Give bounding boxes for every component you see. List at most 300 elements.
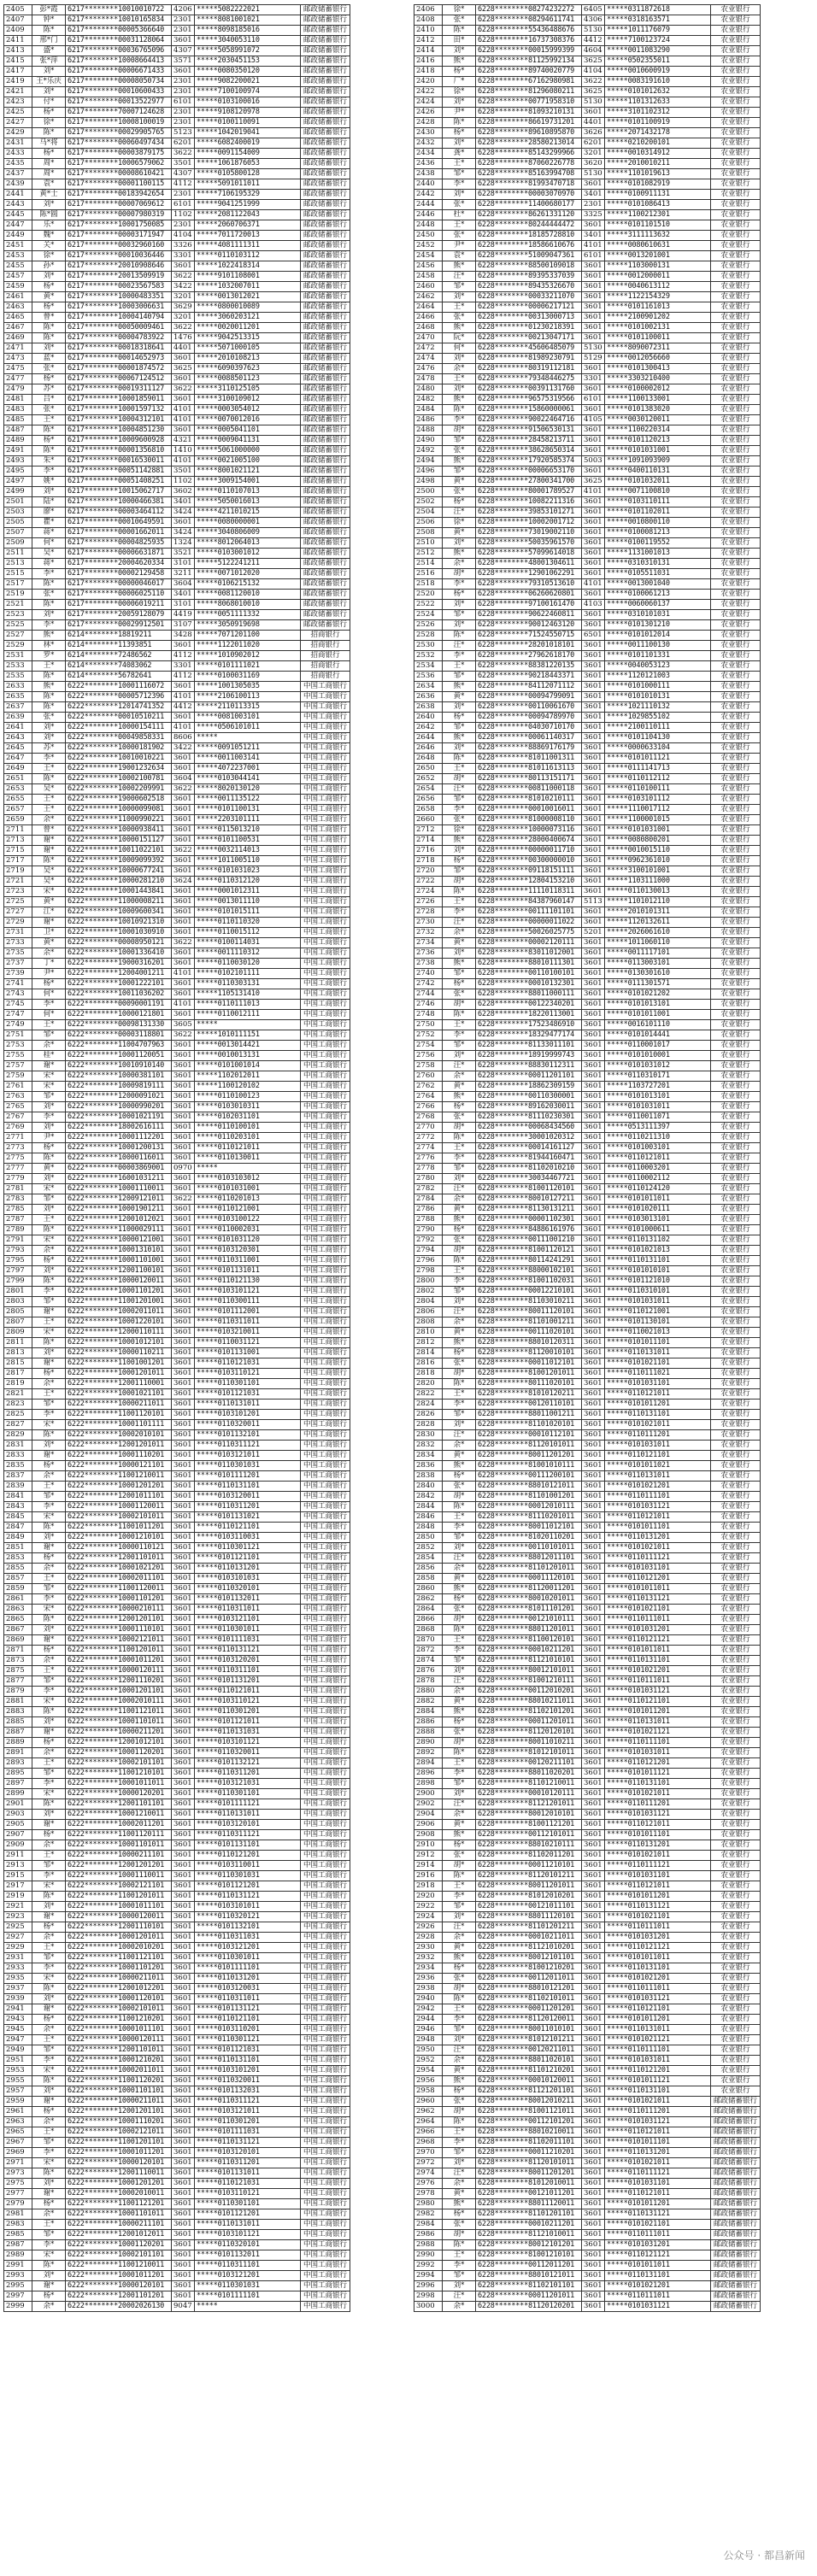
table-row [4, 866, 350, 877]
row-number: 2846 [414, 1512, 443, 1523]
holder-name: 谢* [32, 1358, 66, 1369]
card-number: 6222********10000281210 [66, 877, 172, 887]
row-number: 2482 [414, 395, 443, 405]
holder-name: 熊* [443, 56, 476, 67]
region-code: 3601 [582, 1338, 605, 1348]
table-row [4, 169, 350, 179]
row-number: 2658 [414, 805, 443, 815]
row-number: 2487 [4, 425, 32, 436]
table-row [414, 1687, 761, 1697]
table-row [4, 1338, 350, 1348]
id-number: *****0311872618 [605, 5, 711, 15]
id-number: *****0101300413 [605, 364, 711, 374]
id-number: *****0000633104 [605, 743, 711, 754]
row-number: 2733 [4, 938, 32, 948]
region-code: 3601 [172, 2056, 195, 2066]
bank-name: 农业银行 [711, 1061, 761, 1071]
bank-name: 农业银行 [711, 1994, 761, 2004]
id-number: *****0101011011 [605, 1646, 711, 1656]
card-number: 6228********80011010101 [476, 2025, 582, 2035]
bank-name: 中国工商银行 [301, 1123, 350, 1133]
id-number: *****8090072311 [605, 343, 711, 354]
region-code: 3601 [582, 518, 605, 528]
region-code: 3601 [172, 825, 195, 836]
holder-name: 刘* [32, 1123, 66, 1133]
bank-name: 中国工商银行 [301, 1615, 350, 1625]
card-number: 6222********10001101101 [66, 2086, 172, 2097]
card-number: 6222********10001101011 [66, 2209, 172, 2220]
table-row [4, 220, 350, 231]
id-number: *****0016101110 [605, 1020, 711, 1030]
table-row [4, 1523, 350, 1533]
table-row [414, 323, 761, 333]
id-number: *****0110311121 [195, 2097, 301, 2107]
row-number: 2841 [4, 1492, 32, 1502]
id-number: *****0113003101 [605, 959, 711, 969]
id-number: *****0101000111 [605, 682, 711, 692]
card-number: 6228********80011120101 [476, 1307, 582, 1317]
region-code: 3601 [582, 1317, 605, 1328]
table-row [414, 1246, 761, 1256]
region-code: 3622 [172, 323, 195, 333]
card-number: 6228********90022464716 [476, 415, 582, 425]
card-number: 6228********81121010011 [476, 2230, 582, 2240]
region-code: 2301 [172, 26, 195, 36]
id-number: *****9101108001 [195, 272, 301, 282]
table-row [4, 1492, 350, 1502]
row-number: 2801 [4, 1287, 32, 1297]
row-number: 2421 [4, 87, 32, 97]
card-number: 6222********11001210011 [66, 2261, 172, 2271]
bank-name: 邮政储蓄银行 [301, 159, 350, 169]
holder-name: 刘* [32, 1205, 66, 1215]
table-row [414, 1410, 761, 1420]
holder-name: 刘* [443, 846, 476, 856]
table-row [4, 2281, 350, 2291]
bank-name: 中国工商银行 [301, 1994, 350, 2004]
holder-name: 陈* [32, 672, 66, 682]
region-code: 6405 [582, 5, 605, 15]
row-number: 2429 [4, 128, 32, 138]
table-row [414, 651, 761, 661]
bank-name: 农业银行 [711, 241, 761, 251]
id-number: *****0103121031 [195, 1779, 301, 1789]
region-code: 4101 [172, 692, 195, 702]
row-number: 2494 [414, 456, 443, 466]
bank-name: 农业银行 [711, 1656, 761, 1666]
card-number: 6228********81101001201 [476, 1492, 582, 1502]
id-number: *****1061876053 [195, 159, 301, 169]
card-number: 6228********81121010201 [476, 1943, 582, 1953]
id-number: *****1029855102 [605, 713, 711, 723]
bank-name: 农业银行 [711, 497, 761, 508]
id-number: *****0101001014 [195, 1061, 301, 1071]
table-row [414, 36, 761, 46]
card-number: 6222********10000120011 [66, 1276, 172, 1287]
id-number: *****0110121121 [605, 1943, 711, 1953]
holder-name: 陈* [443, 1133, 476, 1143]
id-number: *****4211010215 [195, 508, 301, 518]
holder-name: 杨* [32, 2015, 66, 2025]
card-number: 6214********72486562 [66, 651, 172, 661]
holder-name: 刘* [443, 948, 476, 959]
region-code: 3601 [582, 313, 605, 323]
card-number: 6217********00014652973 [66, 354, 172, 364]
region-code: 3601 [582, 2015, 605, 2025]
card-number: 6228********00010120011 [476, 2076, 582, 2086]
table-row [4, 1266, 350, 1276]
card-number: 6222********11001210011 [66, 1471, 172, 1482]
card-number: 6228********00391131760 [476, 384, 582, 395]
row-number: 2920 [414, 1892, 443, 1902]
row-number: 2534 [414, 661, 443, 672]
table-row [414, 2138, 761, 2148]
card-number: 6217********00051142881 [66, 466, 172, 477]
row-number: 2770 [414, 1123, 443, 1133]
region-code: 3601 [172, 713, 195, 723]
id-number: *****0101031121 [605, 1810, 711, 1820]
row-number: 2983 [4, 2220, 32, 2230]
id-number: *****0101021101 [605, 1605, 711, 1615]
holder-name: 熊* [443, 395, 476, 405]
region-code: 3601 [582, 590, 605, 600]
bank-name: 中国工商银行 [301, 1881, 350, 1892]
row-number: 2715 [4, 846, 32, 856]
region-code: 3601 [582, 969, 605, 979]
card-number: 6222********10009819111 [66, 1082, 172, 1092]
row-number: 2793 [4, 1246, 32, 1256]
card-number: 6228********88010121011 [476, 1482, 582, 1492]
id-number: *****0110311101 [195, 1666, 301, 1676]
id-number: *****0101010101 [605, 1266, 711, 1276]
card-number: 6228********80001789527 [476, 487, 582, 497]
row-number: 2832 [414, 1441, 443, 1451]
card-number: 6228********27962618170 [476, 651, 582, 661]
id-number: *****0100002012 [605, 384, 711, 395]
region-code: 3601 [172, 1461, 195, 1471]
bank-name: 中国工商银行 [301, 1287, 350, 1297]
id-number: *****0110311011 [195, 1994, 301, 2004]
table-row [414, 1543, 761, 1553]
holder-name: 余* [443, 2056, 476, 2066]
row-number: 2435 [4, 159, 32, 169]
holder-name: 熊* [32, 682, 66, 692]
table-row [414, 774, 761, 784]
bank-name: 农业银行 [711, 1728, 761, 1738]
holder-name: 蓝* [32, 354, 66, 364]
row-number: 2726 [414, 897, 443, 907]
region-code: 3622 [172, 1194, 195, 1205]
table-row [414, 466, 761, 477]
region-code: 3602 [172, 487, 195, 497]
row-number: 2434 [414, 149, 443, 159]
row-number: 2531 [4, 651, 32, 661]
region-code: 3625 [172, 364, 195, 374]
holder-name: 邹* [443, 723, 476, 733]
table-row [4, 272, 350, 282]
card-number: 6228********88011001211 [476, 1410, 582, 1420]
row-number: 2940 [414, 1994, 443, 2004]
table-row [4, 600, 350, 610]
region-code: 3601 [172, 1953, 195, 1963]
table-row [414, 1697, 761, 1707]
id-number: *****0101131021 [195, 1512, 301, 1523]
region-code: 3601 [582, 1605, 605, 1615]
region-code: 3601 [172, 1379, 195, 1389]
holder-name: 邹* [443, 1902, 476, 1912]
bank-name: 农业银行 [711, 1707, 761, 1717]
bank-name: 农业银行 [711, 395, 761, 405]
row-number: 2928 [414, 1933, 443, 1943]
row-number: 2645 [4, 743, 32, 754]
row-number: 2441 [4, 190, 32, 200]
table-row [4, 2138, 350, 2148]
row-number: 2876 [414, 1666, 443, 1676]
card-number: 6222********10001210101 [66, 1533, 172, 1543]
region-code: 3601 [582, 661, 605, 672]
region-code: 3601 [172, 2035, 195, 2045]
bank-name: 邮政储蓄银行 [301, 579, 350, 590]
card-number: 6228********81001120101 [476, 1184, 582, 1194]
region-code: 4101 [172, 456, 195, 466]
bank-name: 中国工商银行 [301, 1276, 350, 1287]
row-number: 2887 [4, 1728, 32, 1738]
holder-name: 陈* [32, 446, 66, 456]
row-number: 2411 [4, 36, 32, 46]
holder-name: 王* [32, 1574, 66, 1584]
id-number: *****6090397623 [195, 364, 301, 374]
card-number: 6217********00029905765 [66, 128, 172, 138]
region-code: 3601 [172, 1297, 195, 1307]
row-number: 2782 [414, 1184, 443, 1194]
id-number: *****1032007011 [195, 282, 301, 292]
row-number: 2822 [414, 1389, 443, 1399]
id-number: *****0101100011 [605, 333, 711, 343]
table-row [4, 2107, 350, 2117]
region-code: 3424 [172, 508, 195, 518]
id-number: *****1102012011 [195, 1071, 301, 1082]
card-number: 6222********11001201011 [66, 1646, 172, 1656]
holder-name: 胡* [443, 1246, 476, 1256]
holder-name: 杨* [32, 1369, 66, 1379]
id-number: *****0080800201 [605, 836, 711, 846]
holder-name: 胡* [443, 1615, 476, 1625]
holder-name: 刘* [32, 1625, 66, 1635]
table-row [414, 2015, 761, 2025]
row-number: 2749 [4, 1020, 32, 1030]
row-number: 2946 [414, 2025, 443, 2035]
card-number: 6228********27800341700 [476, 477, 582, 487]
bank-name: 农业银行 [711, 1174, 761, 1184]
card-number: 6228********18862309159 [476, 1082, 582, 1092]
id-number: *****3100109012 [195, 395, 301, 405]
table-row [4, 2250, 350, 2261]
id-number: *****2060706371 [195, 220, 301, 231]
bank-name: 农业银行 [711, 343, 761, 354]
id-number: *****0110312120 [195, 877, 301, 887]
holder-name: 王* [443, 159, 476, 169]
table-row [4, 1697, 350, 1707]
table-row [414, 682, 761, 692]
card-number: 6228********89740020779 [476, 67, 582, 77]
id-number: *****0101031011 [605, 1297, 711, 1307]
row-number: 2857 [4, 1574, 32, 1584]
id-number: *****0103110111 [605, 497, 711, 508]
holder-name: 汪* [443, 272, 476, 282]
card-number: 6217********10001750085 [66, 220, 172, 231]
bank-name: 邮政储蓄银行 [301, 67, 350, 77]
card-number: 6228********81101210201 [476, 2066, 582, 2076]
holder-name: 邹* [443, 866, 476, 877]
holder-name: 王* [32, 1851, 66, 1861]
region-code: 3601 [582, 446, 605, 456]
holder-name: 汪* [443, 2045, 476, 2056]
bank-name: 招商银行 [301, 672, 350, 682]
id-number: *****0110311101 [195, 2261, 301, 2271]
bank-name: 农业银行 [711, 1369, 761, 1379]
row-number: 2419 [4, 77, 32, 87]
holder-name: 刘* [32, 1717, 66, 1728]
region-code: 3601 [582, 1748, 605, 1758]
id-number: *****0010800110 [605, 518, 711, 528]
region-code: 3601 [582, 1153, 605, 1164]
holder-name: 杨* [443, 2086, 476, 2097]
table-row [4, 1030, 350, 1041]
region-code: 3601 [582, 1902, 605, 1912]
card-number: 6222********10000120101 [66, 2158, 172, 2168]
region-code: 3601 [172, 518, 195, 528]
region-code: 3601 [582, 1358, 605, 1369]
row-number: 2942 [414, 2004, 443, 2015]
card-number: 6228********81133011101 [476, 1041, 582, 1051]
card-number: 6222********11004707963 [66, 1041, 172, 1051]
holder-name: 刘* [443, 1051, 476, 1061]
card-number: 6217********00029912501 [66, 620, 172, 631]
row-number: 2823 [4, 1399, 32, 1410]
table-row [4, 1799, 350, 1810]
bank-name: 农业银行 [711, 569, 761, 579]
region-code: 3626 [582, 128, 605, 138]
bank-name: 邮政储蓄银行 [301, 46, 350, 56]
holder-name: 王* [443, 302, 476, 313]
bank-name: 邮政储蓄银行 [711, 2271, 761, 2281]
card-number: 6217********10015062717 [66, 487, 172, 497]
row-number: 2844 [414, 1502, 443, 1512]
region-code: 5130 [582, 97, 605, 108]
row-number: 2452 [414, 241, 443, 251]
holder-name: 邹* [443, 436, 476, 446]
holder-name: 王* [32, 1758, 66, 1769]
bank-name: 中国工商银行 [301, 2117, 350, 2127]
row-number: 2856 [414, 1564, 443, 1574]
row-number: 2642 [414, 723, 443, 733]
table-row [414, 2045, 761, 2056]
row-number: 2997 [4, 2291, 32, 2302]
region-code: 3601 [582, 1912, 605, 1922]
holder-name: 熊* [443, 682, 476, 692]
table-row [4, 508, 350, 518]
row-number: 2784 [414, 1194, 443, 1205]
bank-name: 邮政储蓄银行 [301, 190, 350, 200]
region-code: 4104 [172, 231, 195, 241]
bank-name: 农业银行 [711, 702, 761, 713]
bank-name: 招商银行 [301, 631, 350, 641]
row-number: 2999 [4, 2302, 32, 2312]
table-row [4, 2086, 350, 2097]
table-row [4, 2056, 350, 2066]
table-row [414, 2066, 761, 2076]
card-number: 6228********88500109018 [476, 261, 582, 272]
card-number: 6228********06260620801 [476, 590, 582, 600]
id-number: *****0103001012 [195, 549, 301, 559]
card-number: 6214********56782641 [66, 672, 172, 682]
holder-name: 李* [443, 179, 476, 190]
id-number: *****4072237001 [195, 764, 301, 774]
row-number: 2499 [4, 487, 32, 497]
row-number: 2804 [414, 1297, 443, 1307]
table-row [414, 1963, 761, 1974]
card-number: 6228********00011210101 [476, 1861, 582, 1871]
bank-name: 邮政储蓄银行 [301, 415, 350, 425]
table-row [4, 1779, 350, 1789]
region-code: 3601 [172, 1820, 195, 1830]
region-code: 4101 [582, 241, 605, 251]
table-row [4, 1953, 350, 1963]
card-number: 6214********74083062 [66, 661, 172, 672]
row-number: 2762 [414, 1082, 443, 1092]
id-number: *****1011176079 [605, 26, 711, 36]
bank-name: 农业银行 [711, 5, 761, 15]
table-row [414, 518, 761, 528]
holder-name: 王* [32, 2035, 66, 2045]
holder-name: 杨* [32, 1830, 66, 1840]
id-number: *****1122154329 [605, 292, 711, 302]
holder-name: 熊* [443, 959, 476, 969]
region-code: 3601 [172, 1205, 195, 1215]
row-number: 2854 [414, 1553, 443, 1564]
id-number: *****0110301201 [195, 2117, 301, 2127]
region-code: 3601 [582, 754, 605, 764]
id-number: *****0111141713 [605, 764, 711, 774]
table-row [4, 1205, 350, 1215]
row-number: 2659 [4, 815, 32, 825]
region-code: 3424 [172, 528, 195, 538]
holder-name: 余* [443, 364, 476, 374]
region-code: 3601 [582, 1594, 605, 1605]
holder-name: 何* [32, 989, 66, 1000]
id-number: ***** [195, 1164, 301, 1174]
id-number: *****0110311011 [195, 1317, 301, 1328]
id-number: *****0103101031 [195, 1574, 301, 1584]
row-number: 2780 [414, 1174, 443, 1184]
region-code: 3601 [172, 2271, 195, 2281]
bank-name: 农业银行 [711, 384, 761, 395]
id-number: *****0013011110 [195, 897, 301, 907]
bank-name: 中国工商银行 [301, 1153, 350, 1164]
row-number: 2424 [414, 97, 443, 108]
holder-name: 王* [32, 661, 66, 672]
bank-name: 中国工商银行 [301, 1974, 350, 1984]
card-number: 6222********10000151127 [66, 836, 172, 846]
bank-name: 中国工商银行 [301, 723, 350, 733]
row-number: 2741 [4, 979, 32, 989]
table-row [4, 1758, 350, 1769]
id-number: *****5071000105 [195, 343, 301, 354]
table-row [4, 1502, 350, 1512]
card-number: 6222********10001110101 [66, 1625, 172, 1635]
id-number: *****0011003141 [195, 754, 301, 764]
row-number: 2420 [414, 77, 443, 87]
